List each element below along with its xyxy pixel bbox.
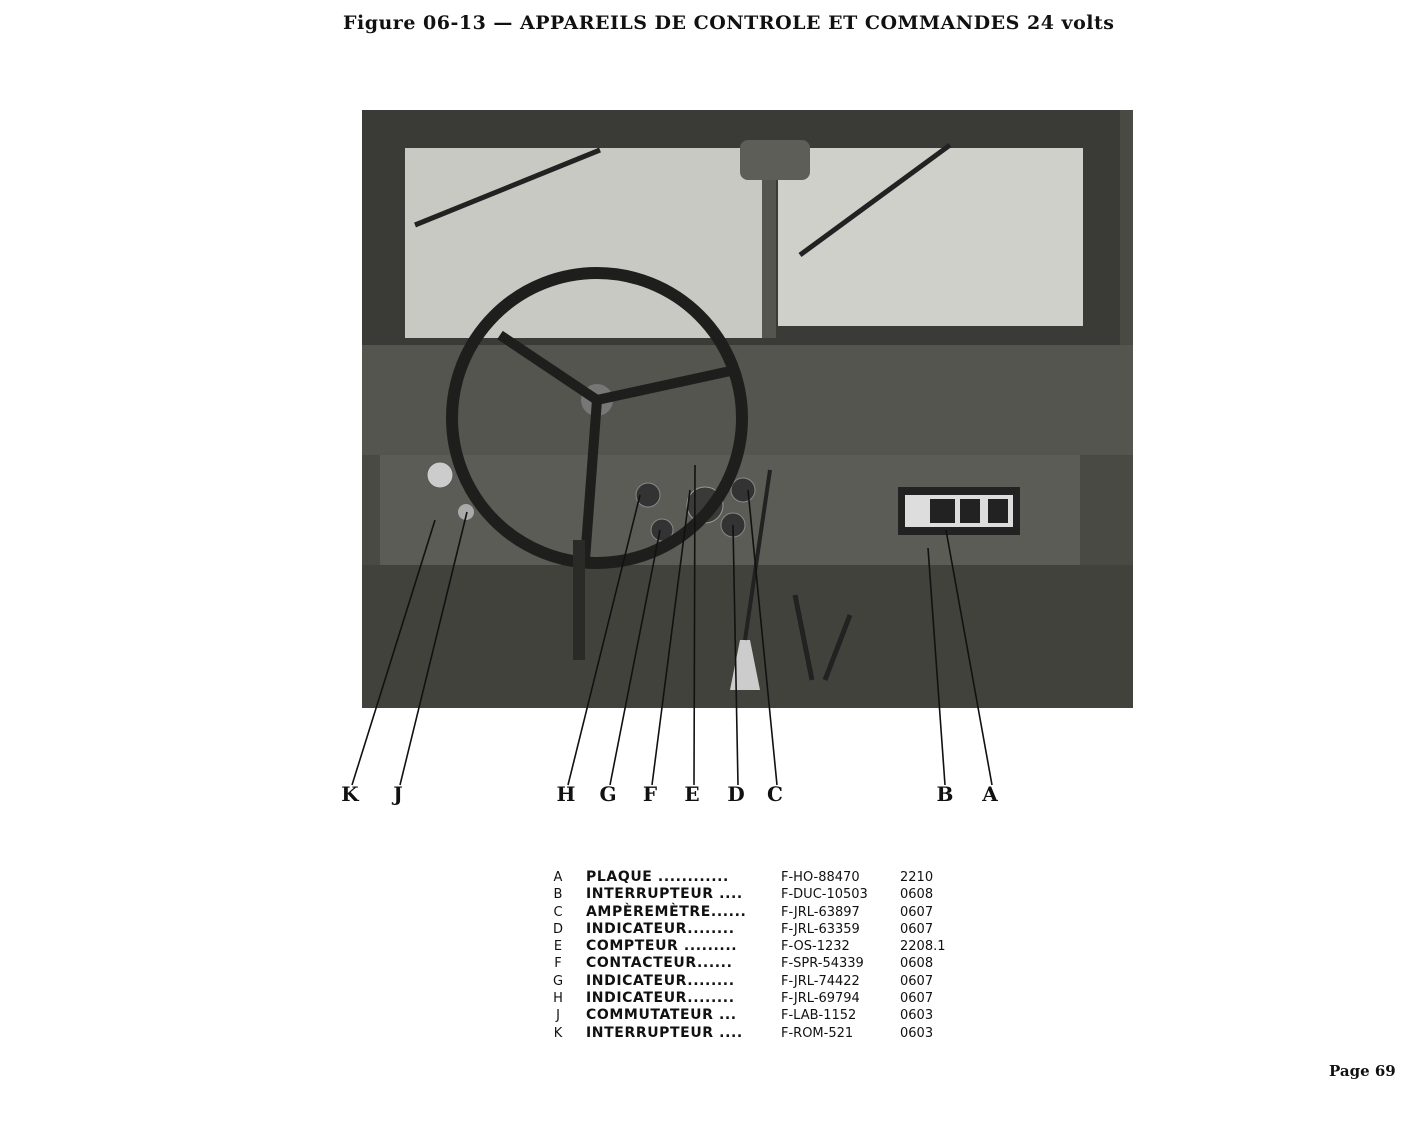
- legend-part-name: COMPTEUR .........: [586, 938, 738, 955]
- legend-letter: B: [553, 887, 563, 903]
- legend-letter: J: [556, 1008, 560, 1024]
- legend-part-code: F-LAB-1152: [781, 1008, 857, 1024]
- legend-part-name: AMPÈREMÈTRE......: [586, 903, 747, 920]
- legend-part-code: F-HO-88470: [781, 870, 860, 885]
- legend-part-code: F-JRL-63359: [781, 921, 860, 937]
- callout-a: A: [982, 782, 998, 806]
- callout-c: C: [767, 782, 783, 806]
- legend-part-name: INDICATEUR........: [586, 972, 735, 989]
- legend-part-name: CONTACTEUR......: [586, 955, 733, 972]
- callout-k: K: [341, 782, 359, 806]
- callout-f: F: [642, 782, 658, 806]
- legend-letter: E: [553, 939, 563, 955]
- legend-part-name: COMMUTATEUR ...: [586, 1007, 737, 1024]
- callout-b: B: [936, 782, 954, 806]
- legend-part-name: PLAQUE ............: [586, 869, 729, 885]
- legend-ref: 0607: [900, 921, 934, 937]
- legend-part-name: INDICATEUR........: [586, 990, 735, 1007]
- legend-part-code: F-SPR-54339: [781, 956, 864, 972]
- callout-g: G: [599, 782, 617, 806]
- legend-ref: 0608: [900, 956, 934, 972]
- legend-part-code: F-JRL-69794: [781, 991, 860, 1007]
- legend-letter: H: [553, 991, 563, 1007]
- legend-ref: 0607: [900, 973, 934, 989]
- legend-letter: K: [553, 1025, 563, 1041]
- page-number: Page 69: [1329, 1062, 1396, 1080]
- callout-e: E: [684, 782, 700, 806]
- legend-ref: 0608: [900, 887, 934, 903]
- callout-h: H: [556, 782, 576, 806]
- legend-ref: 0607: [900, 991, 934, 1007]
- legend-part-name: INTERRUPTEUR ....: [586, 886, 743, 903]
- legend-ref: 0603: [900, 1008, 934, 1024]
- legend-ref: 0603: [900, 1025, 934, 1041]
- callout-j: J: [393, 782, 403, 806]
- legend-letter: G: [552, 973, 564, 989]
- legend-letter: A: [553, 870, 563, 885]
- legend-ref: 0607: [900, 904, 934, 920]
- legend-part-code: F-JRL-63897: [781, 904, 860, 920]
- legend-ref: 2208.1: [900, 939, 946, 955]
- legend-letter: D: [552, 921, 563, 937]
- legend-part-name: INTERRUPTEUR ....: [586, 1024, 743, 1041]
- legend-letter: F: [554, 956, 562, 972]
- legend-part-code: F-OS-1232: [781, 939, 850, 955]
- legend-ref: 2210: [900, 870, 934, 885]
- callout-d: D: [727, 782, 745, 806]
- legend-part-code: F-DUC-10503: [781, 887, 868, 903]
- legend-part-code: F-JRL-74422: [781, 973, 860, 989]
- figure-title: Figure 06-13 — APPAREILS DE CONTROLE ET COMMANDES 24 volts: [343, 12, 1115, 34]
- legend-letter: C: [553, 904, 563, 920]
- windshield-left: [405, 148, 765, 338]
- legend-part-name: INDICATEUR........: [586, 920, 735, 937]
- legend-part-code: F-ROM-521: [781, 1025, 854, 1041]
